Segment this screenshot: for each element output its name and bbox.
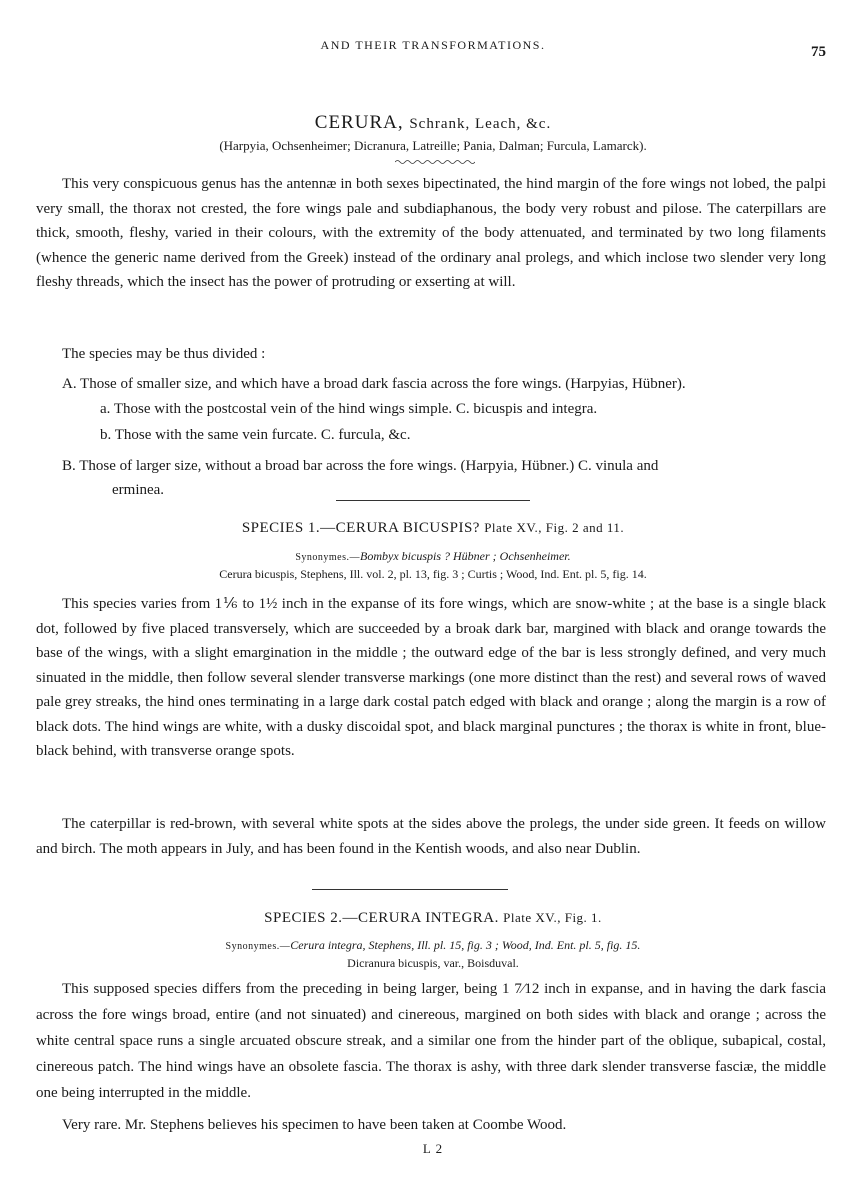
genus-name: CERURA, [314,112,404,133]
species-1-title [0,520,866,537]
species-1-name: SPECIES 1.—CERURA BICUSPIS? [241,520,480,536]
species-1-plate: Plate XV., Fig. 2 and 11. [484,520,625,535]
species-2-synonym-text: Cerura integra, Stephens, Ill. pl. 15, fig. 3 ; Wood, Ind. Ent. pl. 5, fig. 15. [290,938,641,952]
species-2-plate: Plate XV., Fig. 1. [503,910,602,925]
species-2-synonyms-line2: Dicranura bicuspis, var., Boisduval. [347,956,519,970]
division-b-line2: erminea. [112,482,165,498]
signature-mark: L 2 [422,1141,444,1156]
genus-synonyms: (Harpyia, Ochsenheimer; Dicranura, Latreille; Pania, Dalman; Furcula, Lamarck). [219,138,647,153]
division-a-b: b. Those with the same vein furcate. C. furcula, &c. [100,427,411,443]
synonymes-label: Synonymes.— [295,552,361,563]
species-1-description: This species varies from 1⅙ to 1½ inch in the expanse of its fore wings, which are snow-white ; at the base is a single black dot, followed by five placed transversely, which are succeeded by a broak dark bar, margined with black and orange towards the base of the wings, with a slight emargination in the middle ; the outward edge of the bar is less strongly defined, and very much sinuated in the middle, then follow several slender transverse markings (one more distinct than the rest) and several rows of waved pale grey streaks, the hind ones terminating in a large dark costal patch edged with black and orange ; along the margin is a row of black dots. The hind wings are white, with a dusky discoidal spot, and black marginal punctures ; the thorax is white in front, blue-black behind, with transverse orange spots. [36,596,826,759]
section-rule [336,500,530,501]
division-b-line1: B. Those of larger size, without a broad bar across the fore wings. (Harpyia, Hübner.) C. vinula and [62,458,659,474]
genus-authors: Schrank, Leach, &c. [409,116,552,132]
running-head: AND THEIR TRANSFORMATIONS. [320,38,546,52]
genus-title [0,112,866,134]
species-2-rarity: Very rare. Mr. Stephens believes his specimen to have been taken at Coombe Wood. [62,1117,567,1133]
species-1-synonyms-line1 [0,549,866,564]
section-rule [312,889,508,890]
species-1-synonym-text: Bombyx bicuspis ? Hübner ; Ochsenheimer. [360,549,571,563]
division-a: A. Those of smaller size, and which have a broad dark fascia across the fore wings. (Harpyias, Hübner). [62,376,686,392]
species-2-name: SPECIES 2.—CERURA INTEGRA. [264,910,499,926]
intro-paragraph: This very conspicuous genus has the antennæ in both sexes bipectinated, the hind margin of the fore wings not lobed, the palpi very small, the thorax not crested, the fore wings pale and subdiaphanous, the body very robust and pilose. The caterpillars are thick, smooth, fleshy, varied in their colours, with the extremity of the body attenuated, and terminated by two long filaments (whence the generic name derived from the Greek) instead of the ordinary anal prolegs, and which inclose two slender very long fleshy threads, which the insect has the power of protruding or exserting at will. [36,176,826,290]
page-number: 75 [811,44,826,60]
species-2-title [0,910,866,927]
species-1-caterpillar: The caterpillar is red-brown, with several white spots at the sides above the prolegs, the under side green. It feeds on willow and birch. The moth appears in July, and has been found in the Kentish woods, and also near Dublin. [36,816,826,857]
synonymes-label: Synonymes.— [225,941,291,952]
wavy-rule [395,159,475,165]
species-1-synonyms-line2: Cerura bicuspis, Stephens, Ill. vol. 2, pl. 13, fig. 3 ; Curtis ; Wood, Ind. Ent. pl. 5, fig. 14. [219,567,647,581]
species-2-synonyms-line1 [0,938,866,953]
species-2-description: This supposed species differs from the preceding in being larger, being 1 7⁄12 inch in expanse, and in having the dark fascia across the fore wings broad, entire (and not sinuated) and cinereous, margined on both sides with black and orange ; across the white central space runs a single arcuated obscure streak, and a similar one from the hinder part of the oblique, subapical, costal, cinereous patch. The hind wings have an obsolete fascia. The thorax is ashy, with three dark slender transverse fasciæ, the middle one being interrupted in the middle. [36,981,826,1101]
division-intro: The species may be thus divided : [62,346,266,362]
division-a-a: a. Those with the postcostal vein of the hind wings simple. C. bicuspis and integra. [100,401,598,417]
